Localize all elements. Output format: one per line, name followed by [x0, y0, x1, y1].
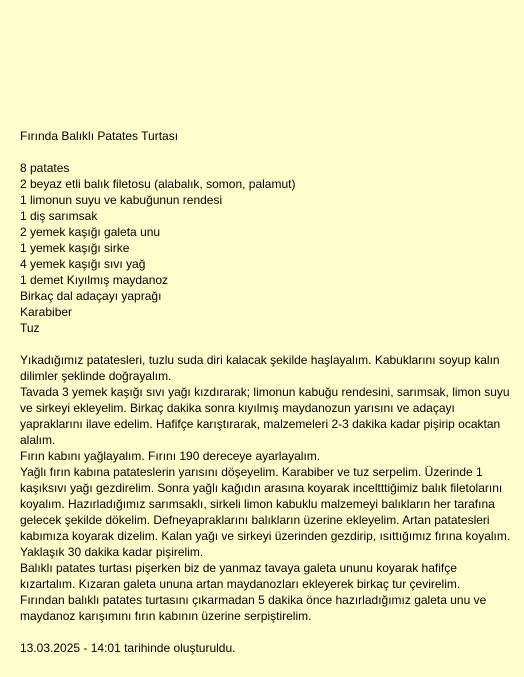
ingredient-item: Birkaç dal adaçayı yaprağı — [20, 289, 162, 303]
ingredient-item: 2 beyaz etli balık filetosu (alabalık, somon, palamut) — [20, 177, 296, 191]
ingredient-item: Karabiber — [20, 305, 73, 319]
ingredient-item: Tuz — [20, 321, 40, 335]
ingredient-item: 1 demet Kıyılmış maydanoz — [20, 273, 169, 287]
instruction-paragraph: Tavada 3 yemek kaşığı sıvı yağı kızdırarak; limonun kabuğu rendesini, sarımsak, limon suyu ve sirkeyi ekleyelim. Birkaç dakika sonra kıyılmış maydanozun yarısını ve adaçayı yapraklarını ilave edelim. Hafifçe karıştırarak, malzemeleri 2-3 dakika kadar pişirip ocaktan alalım. — [20, 385, 510, 447]
instruction-paragraph: Fırın kabını yağlayalım. Fırını 190 dereceye ayarlayalım. — [20, 449, 321, 463]
ingredient-item: 8 patates — [20, 161, 70, 175]
instruction-paragraph: Yağlı fırın kabına patateslerin yarısını döşeyelim. Karabiber ve tuz serpelim. Üzerinde 1 kaşıksıvı yağı gezdirelim. Sonra yağlı kağıdın arasına koyarak inceltttiğimiz balık filetolarını koyalım. Hazırladığımız sarımsaklı, sirkeli limon kabuklu malzemeyi balıkların her tarafına gelecek şekilde dökelim. Defneyapraklarını balıkların üzerine ekleyelim. Artan patatesleri kabımıza koyarak dizelim. Kalan yağı ve sirkeyi üzerinden gezdirip, ısıttığımız fırına koyalım. Yaklaşık 30 dakika kadar pişirelim. — [20, 465, 511, 559]
instruction-paragraph: Fırından balıklı patates turtasını çıkarmadan 5 dakika önce hazırladığımız galeta unu ve maydanoz karışımını fırın kabının üzerine serpiştirelim. — [20, 593, 487, 623]
instruction-paragraph: Yıkadığımız patatesleri, tuzlu suda diri kalacak şekilde haşlayalım. Kabuklarını soyup kalın dilimler şeklinde doğrayalım. — [20, 353, 500, 383]
ingredient-item: 4 yemek kaşığı sıvı yağ — [20, 257, 146, 271]
recipe-title: Fırında Balıklı Patates Turtası — [20, 129, 179, 143]
ingredient-item: 2 yemek kaşığı galeta unu — [20, 225, 161, 239]
ingredient-item: 1 limonun suyu ve kabuğunun rendesi — [20, 193, 223, 207]
instruction-paragraph: Balıklı patates turtası pişerken biz de yanmaz tavaya galeta ununu koyarak hafifçe kızartalım. Kızaran galeta ununa artan maydanozları ekleyerek birkaç tur çevirelim. — [20, 561, 461, 591]
ingredient-list — [20, 160, 514, 336]
ingredient-item: 1 diş sarımsak — [20, 209, 98, 223]
instructions — [20, 352, 514, 624]
created-timestamp: 13.03.2025 - 14:01 tarihinde oluşturuldu. — [20, 641, 236, 655]
recipe-document — [20, 128, 514, 656]
ingredient-item: 1 yemek kaşığı sirke — [20, 241, 130, 255]
